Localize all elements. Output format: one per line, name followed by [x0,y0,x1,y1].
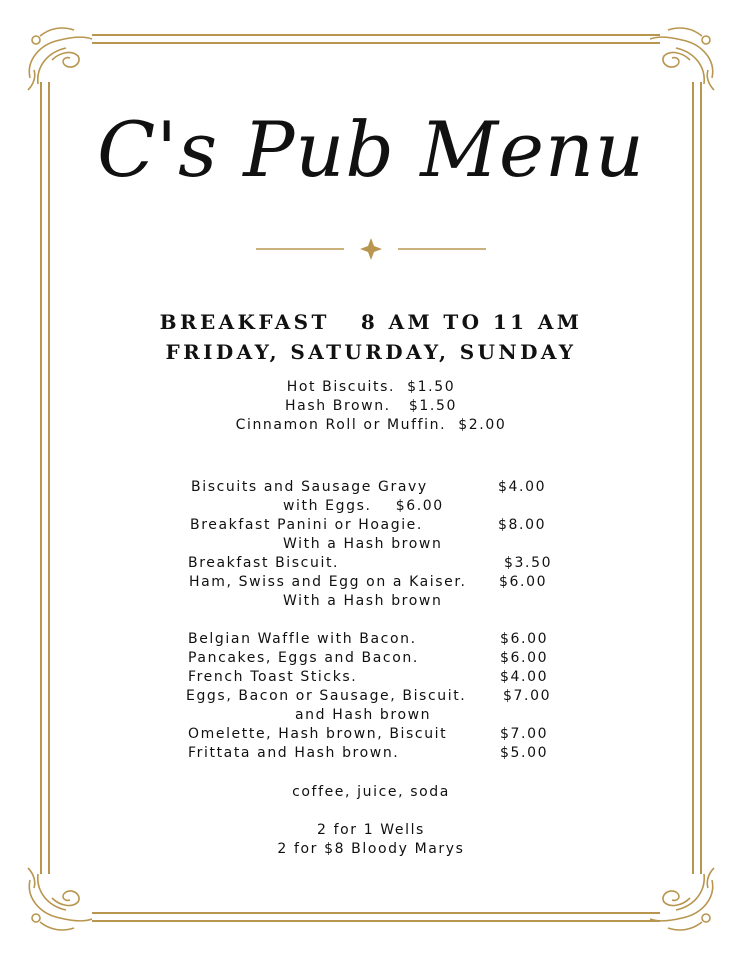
special-wells: 2 for 1 Wells [317,822,425,838]
menu-item-name: Pancakes, Eggs and Bacon. [188,650,419,666]
menu-title: C's Pub Menu [97,105,645,194]
menu-item-hot-biscuits: Hot Biscuits. $1.50 [286,379,456,395]
menu-item-note: and Hash brown [295,707,432,723]
menu-item-note: With a Hash brown [283,593,443,609]
menu-item-price: $3.50 [504,555,553,571]
breakfast-days-heading: FRIDAY, SATURDAY, SUNDAY [165,340,577,364]
menu-item-name: Belgian Waffle with Bacon. [188,631,417,647]
menu-item-note: With a Hash brown [283,536,443,552]
corner-ornament-top-left [28,28,92,90]
menu-item-note: with Eggs. $6.00 [283,498,444,514]
menu-item-price: $6.00 [500,650,549,666]
menu-item-price: $5.00 [500,745,549,761]
menu-item-name: Breakfast Panini or Hoagie. [190,517,423,533]
menu-item-price: $6.00 [499,574,548,590]
menu-item-name: Biscuits and Sausage Gravy [191,479,428,495]
corner-ornament-top-right [650,28,714,90]
menu-item-name: Frittata and Hash brown. [188,745,400,761]
menu-item-name: Breakfast Biscuit. [188,555,340,571]
menu-item-cinnamon-roll: Cinnamon Roll or Muffin. $2.00 [235,417,507,433]
menu-item-hash-brown: Hash Brown. $1.50 [285,398,457,414]
menu-item-name: Eggs, Bacon or Sausage, Biscuit. [186,688,467,704]
star-icon [360,238,382,260]
corner-ornament-bottom-right [650,868,714,930]
menu-item-name: French Toast Sticks. [188,669,358,685]
menu-item-price: $6.00 [500,631,549,647]
drinks-line: coffee, juice, soda [292,784,450,800]
menu-item-price: $7.00 [503,688,552,704]
title-divider [252,236,490,262]
menu-item-price: $4.00 [500,669,549,685]
special-bloody-marys: 2 for $8 Bloody Marys [277,841,465,857]
menu-item-name: Ham, Swiss and Egg on a Kaiser. [189,574,467,590]
corner-ornament-bottom-left [28,868,92,930]
menu-item-price: $4.00 [498,479,547,495]
menu-item-price: $8.00 [498,517,547,533]
breakfast-hours-heading: BREAKFAST 8 AM TO 11 AM [159,310,583,334]
menu-item-price: $7.00 [500,726,549,742]
menu-item-name: Omelette, Hash brown, Biscuit [188,726,448,742]
